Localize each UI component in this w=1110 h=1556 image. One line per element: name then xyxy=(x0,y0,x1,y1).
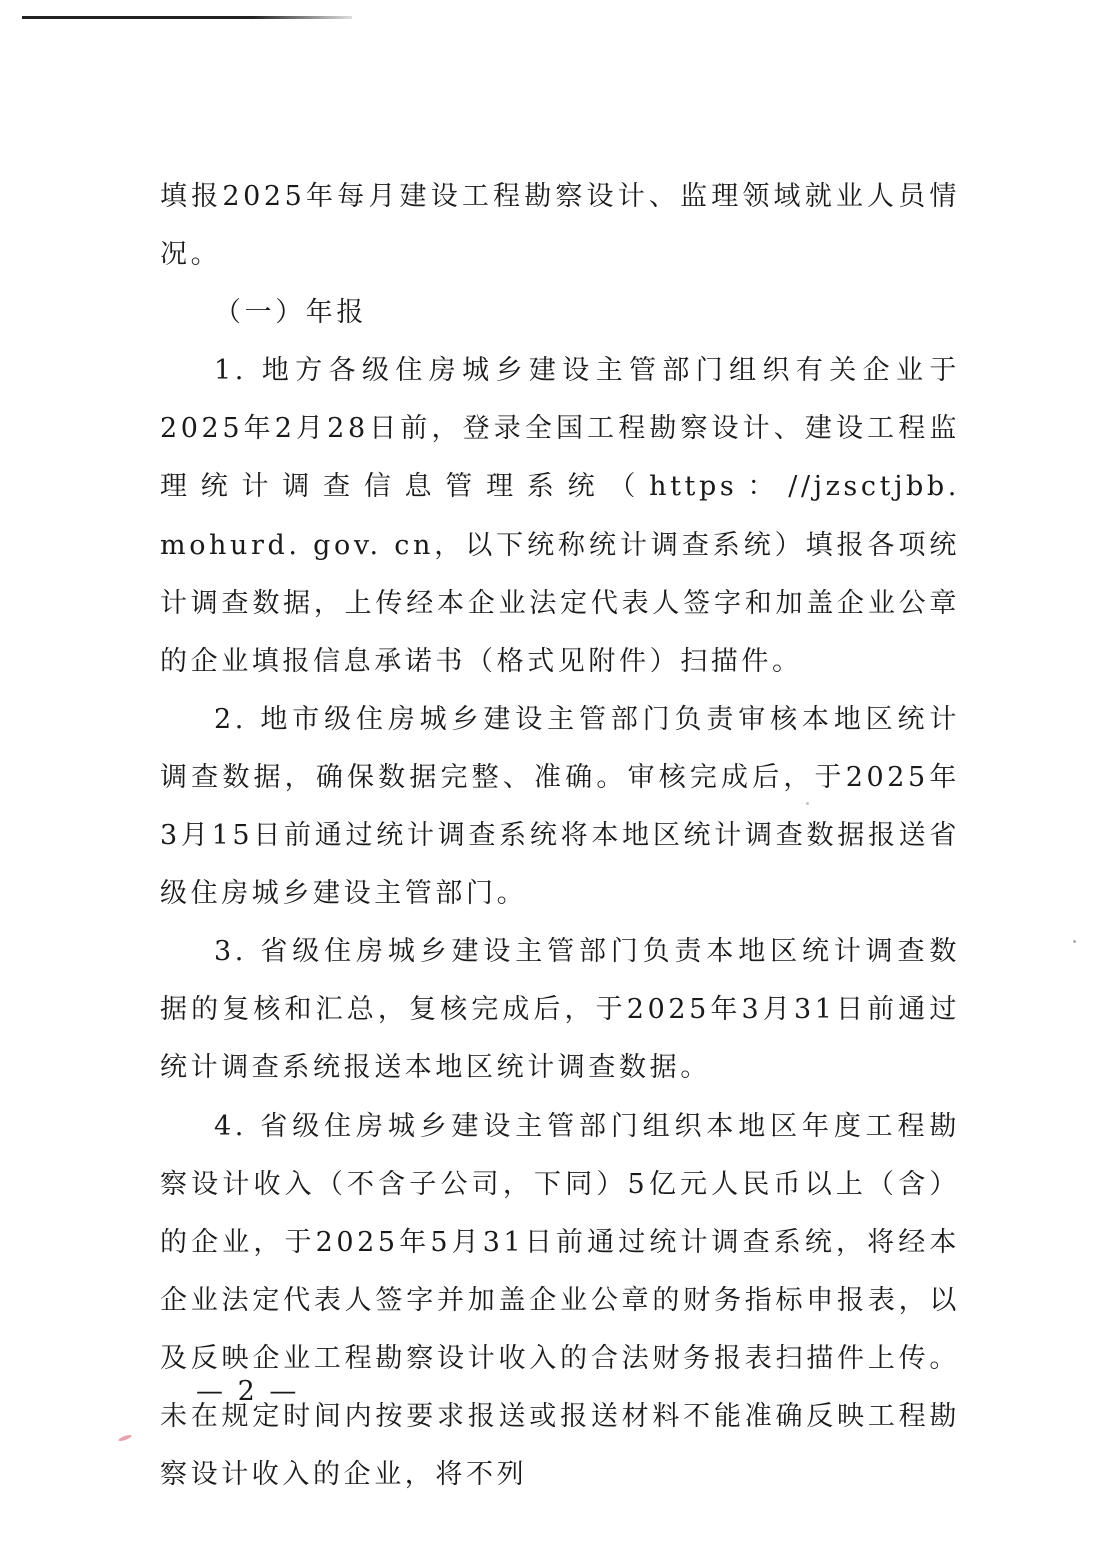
page-number: — 2 — xyxy=(196,1376,300,1407)
scan-speck xyxy=(806,802,809,805)
scan-speck xyxy=(1073,940,1076,943)
paragraph-item-3: 3. 省级住房城乡建设主管部门负责本地区统计调查数据的复核和汇总，复核完成后，于2025年3月31日前通过统计调查系统报送本地区统计调查数据。 xyxy=(160,936,960,1084)
paragraph-item-4: 4. 省级住房城乡建设主管部门组织本地区年度工程勘察设计收入（不含子公司，下同）5亿元人民币以上（含）的企业，于2025年5月31日前通过统计调查系统，将经本企业法定代表人签字并加盖企业公章的财务指标申报表，以及反映企业工程勘察设计收入的合法财务报表扫描件上传。未在规定时间内按要求报送或报送材料不能准确反映工程勘察设计收入的企业，将不列 xyxy=(160,1110,960,1491)
section-heading-annual-report: （一）年报 xyxy=(214,297,367,329)
paragraph-continuation: 填报2025年每月建设工程勘察设计、监理领域就业人员情况。 xyxy=(160,181,960,271)
header-rule xyxy=(22,16,352,19)
paragraph-item-2: 2. 地市级住房城乡建设主管部门负责审核本地区统计调查数据，确保数据完整、准确。审核完成后，于2025年3月15日前通过统计调查系统将本地区统计调查数据报送省级住房城乡建设主管部门。 xyxy=(160,703,960,910)
scan-mark xyxy=(118,1434,133,1443)
document-body xyxy=(160,168,960,1504)
paragraph-item-1: 1. 地方各级住房城乡建设主管部门组织有关企业于2025年2月28日前，登录全国工程勘察设计、建设工程监理统计调查信息管理系统（https：//jzsctjbb. mohurd. gov. cn，以下统称统计调查系统）填报各项统计调查数据，上传经本企业法定代表人签字和加盖企业公章的企业填报信息承诺书（格式见附件）扫描件。 xyxy=(160,355,960,677)
